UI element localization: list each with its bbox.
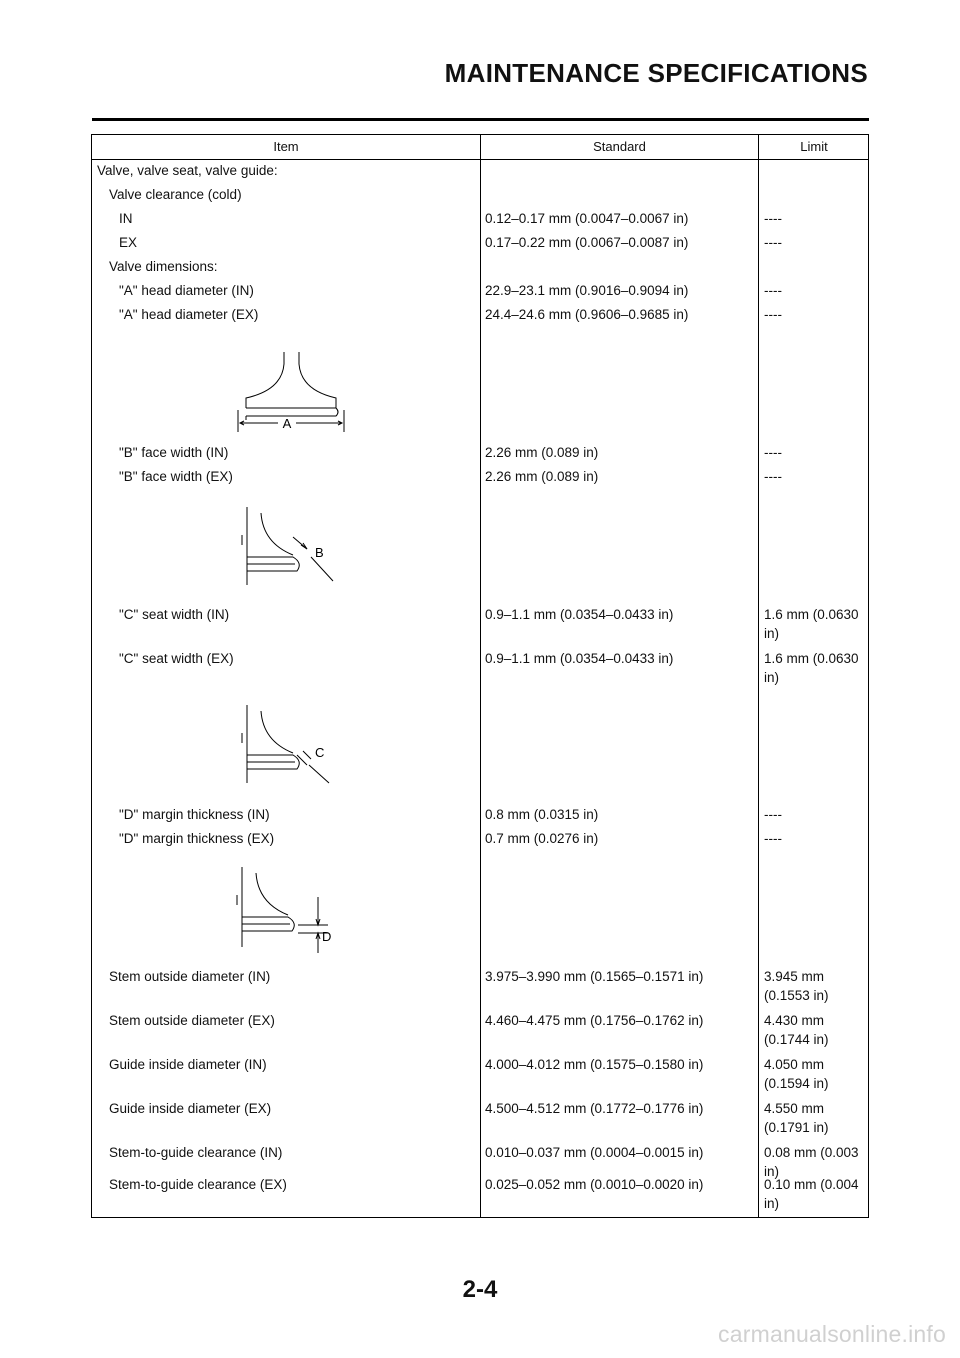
spec-table: [91, 134, 869, 1218]
figure-label-d: D: [322, 929, 332, 944]
figure-label-a: A: [282, 416, 292, 431]
row-limit: ----: [764, 445, 782, 460]
row-standard: 4.500–4.512 mm (0.1772–0.1776 in): [485, 1101, 704, 1116]
row-standard: 0.9–1.1 mm (0.0354–0.0433 in): [485, 651, 674, 666]
row-limit: ----: [764, 307, 782, 322]
row-standard: 22.9–23.1 mm (0.9016–0.9094 in): [485, 283, 689, 298]
row-item: "C" seat width (EX): [119, 651, 234, 666]
title-rule: [92, 118, 869, 121]
row-standard: 0.12–0.17 mm (0.0047–0.0067 in): [485, 211, 689, 226]
row-limit: 1.6 mm (0.0630 in): [764, 651, 859, 685]
row-item: "D" margin thickness (EX): [119, 831, 275, 846]
page-title: MAINTENANCE SPECIFICATIONS: [444, 58, 868, 88]
row-standard: 2.26 mm (0.089 in): [485, 445, 599, 460]
watermark: carmanualsonline.info: [718, 1321, 946, 1347]
row-item: "B" face width (EX): [119, 469, 233, 484]
row-item: Guide inside diameter (EX): [109, 1101, 272, 1116]
row-limit: ----: [764, 831, 782, 846]
valve-face-width-figure: [237, 505, 347, 590]
row-limit: 0.08 mm (0.003 in): [764, 1145, 859, 1179]
row-item: Stem-to-guide clearance (EX): [109, 1177, 287, 1192]
row-item: Stem outside diameter (EX): [109, 1013, 275, 1028]
column-divider: [758, 135, 759, 1217]
row-item: Valve, valve seat, valve guide:: [97, 163, 278, 178]
valve-head-diameter-figure: [232, 350, 347, 435]
row-standard: 0.8 mm (0.0315 in): [485, 807, 599, 822]
row-standard: 4.460–4.475 mm (0.1756–0.1762 in): [485, 1013, 704, 1028]
page-number: 2-4: [462, 1276, 498, 1303]
row-standard: 2.26 mm (0.089 in): [485, 469, 599, 484]
figure-label-c: C: [315, 745, 325, 760]
row-standard: 3.975–3.990 mm (0.1565–0.1571 in): [485, 969, 704, 984]
row-item: "C" seat width (IN): [119, 607, 230, 622]
row-standard: 24.4–24.6 mm (0.9606–0.9685 in): [485, 307, 689, 322]
row-limit: 4.430 mm (0.1744 in): [764, 1013, 829, 1047]
row-limit: ----: [764, 807, 782, 822]
row-limit: 0.10 mm (0.004 in): [764, 1177, 859, 1211]
row-standard: 0.7 mm (0.0276 in): [485, 831, 599, 846]
row-limit: ----: [764, 235, 782, 250]
row-item: IN: [119, 211, 133, 226]
row-item: Valve clearance (cold): [109, 187, 242, 202]
valve-margin-thickness-figure: [232, 865, 347, 955]
row-item: "A" head diameter (IN): [119, 283, 254, 298]
row-limit: 4.550 mm (0.1791 in): [764, 1101, 829, 1135]
row-standard: 0.025–0.052 mm (0.0010–0.0020 in): [485, 1177, 704, 1192]
row-item: "D" margin thickness (IN): [119, 807, 270, 822]
row-standard: 0.17–0.22 mm (0.0067–0.0087 in): [485, 235, 689, 250]
column-divider: [480, 135, 481, 1217]
header-standard: Standard: [593, 139, 646, 154]
header-item: Item: [273, 139, 299, 154]
row-limit: 3.945 mm (0.1553 in): [764, 969, 829, 1003]
header-divider: [92, 159, 868, 160]
row-item: Guide inside diameter (IN): [109, 1057, 267, 1072]
header-limit: Limit: [800, 139, 828, 154]
row-standard: 0.010–0.037 mm (0.0004–0.0015 in): [485, 1145, 704, 1160]
row-limit: ----: [764, 211, 782, 226]
row-item: Stem outside diameter (IN): [109, 969, 271, 984]
figure-label-b: B: [315, 545, 324, 560]
row-item: "A" head diameter (EX): [119, 307, 259, 322]
row-limit: ----: [764, 283, 782, 298]
row-limit: ----: [764, 469, 782, 484]
row-item: EX: [119, 235, 138, 250]
row-item: Valve dimensions:: [109, 259, 218, 274]
valve-seat-width-figure: [237, 703, 347, 788]
row-item: Stem-to-guide clearance (IN): [109, 1145, 283, 1160]
row-limit: 4.050 mm (0.1594 in): [764, 1057, 829, 1091]
row-standard: 0.9–1.1 mm (0.0354–0.0433 in): [485, 607, 674, 622]
row-item: "B" face width (IN): [119, 445, 229, 460]
row-standard: 4.000–4.012 mm (0.1575–0.1580 in): [485, 1057, 704, 1072]
row-limit: 1.6 mm (0.0630 in): [764, 607, 859, 641]
